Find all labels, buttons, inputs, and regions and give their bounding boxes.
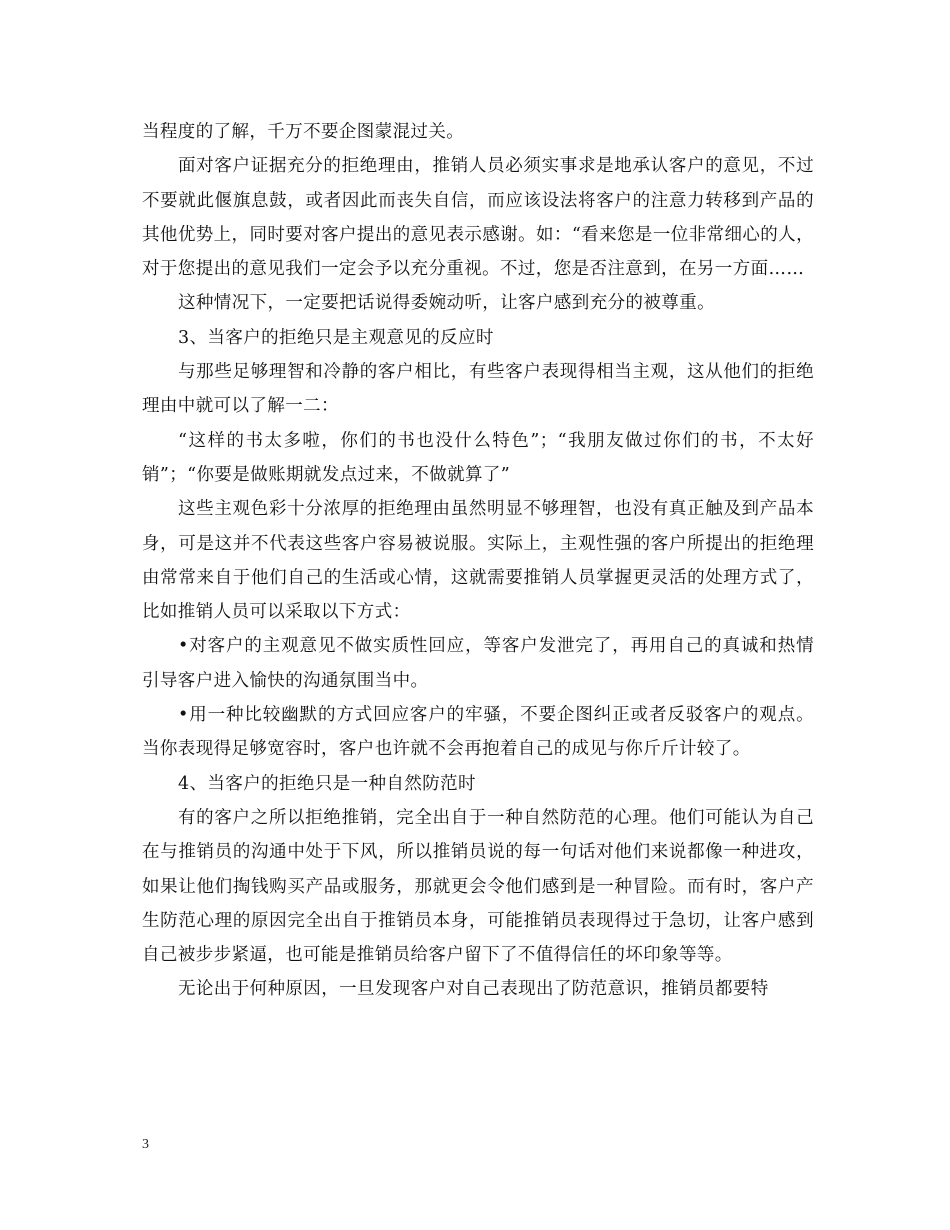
paragraph-final-continued: 无论出于何种原因，一旦发现客户对自己表现出了防范意识，推销员都要特 [178, 979, 769, 1000]
section-heading-3: 3、当客户的拒绝只是主观意见的反应时 [178, 327, 494, 348]
paragraph-subjective-reasons: 这些主观色彩十分浓厚的拒绝理由虽然明显不够理智，也没有真正触及到产品本身，可是这并不代表这些客户容易被说服。实际上，主观性强的客户所提出的拒绝理由常常来自于他们自己的生活或心情，这就需要推销人员掌握更灵活的处理方式了，比如推销人员可以采取以下方式： [142, 499, 814, 623]
bullet-item-1: •对客户的主观意见不做实质性回应，等客户发泄完了，再用自己的真诚和热情引导客户进入愉快的沟通氛围当中。 [142, 636, 814, 691]
paragraph-evidence-based-rejection: 面对客户证据充分的拒绝理由，推销人员必须实事求是地承认客户的意见，不过不要就此偃旗息鼓，或者因此而丧失自信，而应该设法将客户的注意力转移到产品的其他优势上，同时要对客户提出的意见表示感谢。如：“看来您是一位非常细心的人，对于您提出的意见我们一定会予以充分重视。不过，您是否注意到，在另一方面…… [142, 156, 814, 280]
paragraph-subjective-customers: 与那些足够理智和冷静的客户相比，有些客户表现得相当主观，这从他们的拒绝理由中就可以了解一二： [142, 362, 814, 417]
paragraph-natural-defense: 有的客户之所以拒绝推销，完全出自于一种自然防范的心理。他们可能认为自己在与推销员的沟通中处于下风，所以推销员说的每一句话对他们来说都像一种进攻，如果让他们掏钱购买产品或服务，那就更会令他们感到是一种冒险。而有时，客户产生防范心理的原因完全出自于推销员本身，可能推销员表现得过于急切，让客户感到自己被步步紧逼，也可能是推销员给客户留下了不值得信任的坏印象等等。 [142, 807, 814, 966]
section-heading-4: 4、当客户的拒绝只是一种自然防范时 [178, 773, 476, 794]
paragraph-customer-quotes: “这样的书太多啦，你们的书也没什么特色”；“我朋友做过你们的书，不太好销”；“你要是做账期就发点过来，不做就算了” [142, 430, 814, 485]
document-body [142, 115, 814, 1007]
paragraph-tactful-speech: 这种情况下，一定要把话说得委婉动听，让客户感到充分的被尊重。 [178, 293, 715, 314]
page-number: 3 [142, 1137, 149, 1152]
paragraph-continuation: 当程度的了解，千万不要企图蒙混过关。 [142, 122, 465, 142]
bullet-item-2: •用一种比较幽默的方式回应客户的牢骚，不要企图纠正或者反驳客户的观点。当你表现得足够宽容时，客户也许就不会再抱着自己的成见与你斤斤计较了。 [142, 705, 814, 760]
